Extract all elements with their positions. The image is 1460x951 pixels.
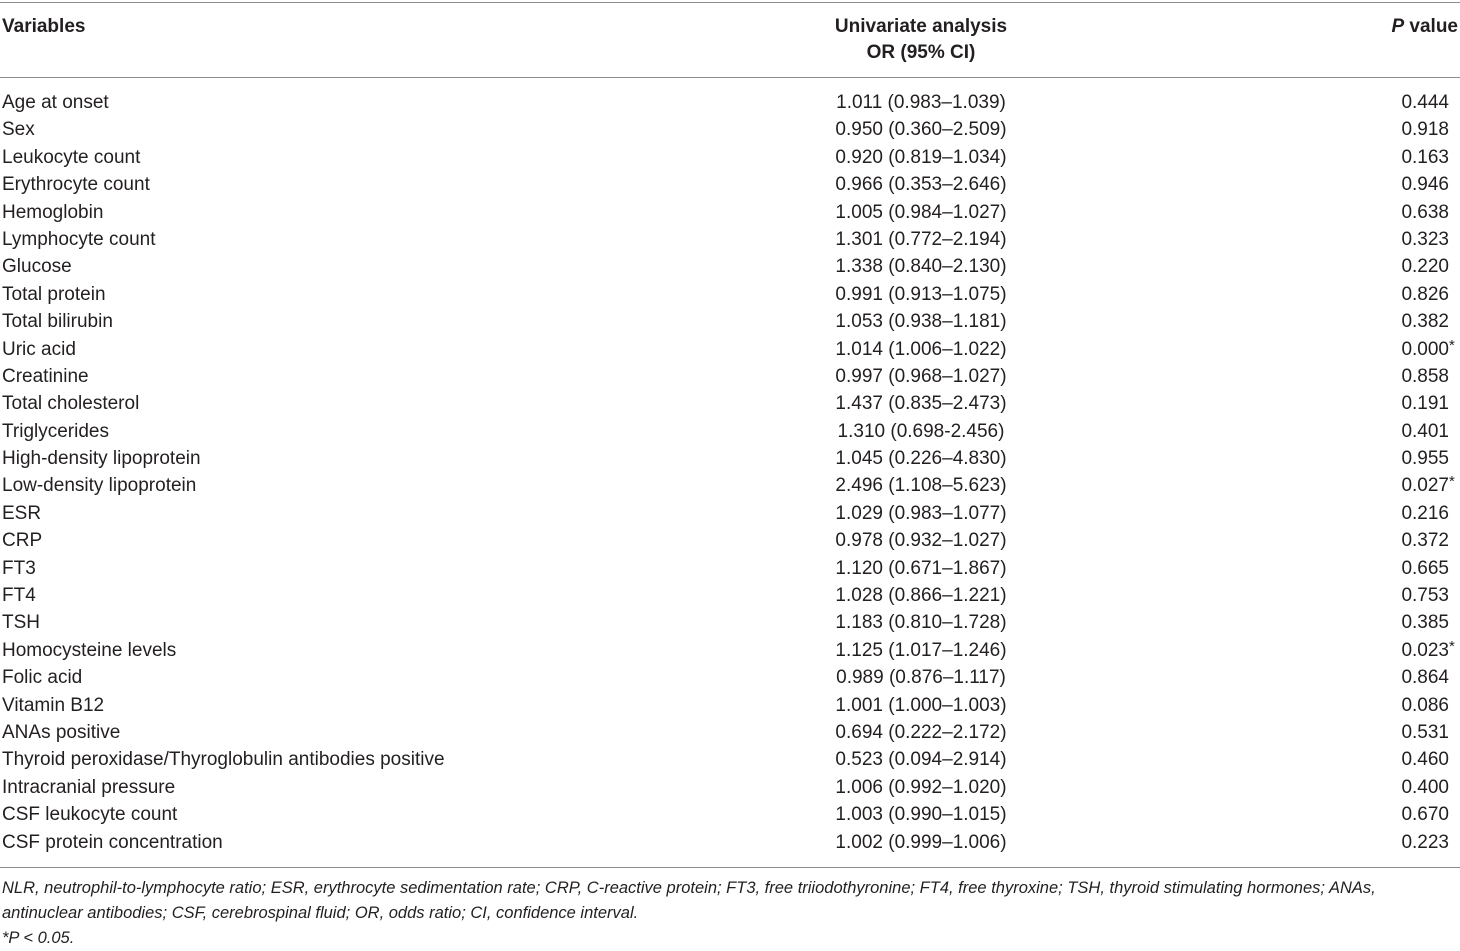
p-value-number: 0.531 bbox=[1401, 721, 1449, 743]
table-row bbox=[0, 746, 1460, 773]
cell-or-ci: 0.989 (0.876–1.117) bbox=[836, 667, 1006, 689]
cell-or-ci: 1.053 (0.938–1.181) bbox=[835, 311, 1007, 333]
p-value-number: 0.191 bbox=[1401, 393, 1449, 415]
p-value-number: 0.086 bbox=[1401, 694, 1449, 716]
cell-variable: Age at onset bbox=[2, 92, 109, 113]
cell-or-ci: 0.978 (0.932–1.027) bbox=[835, 530, 1007, 552]
cell-p-value bbox=[1401, 89, 1449, 116]
cell-p-value bbox=[1401, 336, 1455, 363]
table-top-rule bbox=[0, 2, 1460, 3]
cell-p-value bbox=[1401, 418, 1449, 445]
header-or bbox=[771, 14, 1071, 66]
cell-p-value bbox=[1401, 144, 1449, 171]
table-row bbox=[0, 527, 1460, 554]
p-value-number: 0.220 bbox=[1401, 256, 1449, 278]
p-value-number: 0.665 bbox=[1401, 557, 1449, 579]
cell-variable: Sex bbox=[2, 119, 35, 141]
p-value-number: 0.027 bbox=[1401, 475, 1449, 497]
p-value-number: 0.918 bbox=[1401, 119, 1449, 141]
cell-p-value bbox=[1401, 116, 1449, 143]
table-row bbox=[0, 308, 1460, 335]
table-row bbox=[0, 89, 1460, 116]
cell-p-value bbox=[1401, 171, 1449, 198]
header-variables: Variables bbox=[2, 16, 86, 37]
p-value-number: 0.444 bbox=[1401, 92, 1449, 113]
cell-p-value bbox=[1401, 582, 1449, 609]
cell-variable: ANAs positive bbox=[2, 721, 121, 743]
table-row bbox=[0, 116, 1460, 143]
cell-or-ci: 2.496 (1.108–5.623) bbox=[835, 475, 1007, 497]
cell-or-ci: 1.045 (0.226–4.830) bbox=[835, 448, 1007, 470]
cell-or-ci: 1.301 (0.772–2.194) bbox=[835, 228, 1007, 250]
table-row bbox=[0, 226, 1460, 253]
cell-or-ci: 1.011 (0.983–1.039) bbox=[836, 92, 1006, 113]
cell-or-ci: 1.310 (0.698-2.456) bbox=[837, 420, 1005, 442]
cell-p-value bbox=[1401, 199, 1449, 226]
p-value-number: 0.216 bbox=[1401, 502, 1449, 524]
cell-variable: Creatinine bbox=[2, 365, 89, 387]
cell-variable: FT3 bbox=[2, 557, 36, 579]
table-row bbox=[0, 445, 1460, 472]
table-row bbox=[0, 692, 1460, 719]
p-value-number: 0.401 bbox=[1401, 420, 1449, 442]
table-row bbox=[0, 719, 1460, 746]
header-p-value bbox=[1391, 14, 1458, 40]
cell-p-value bbox=[1401, 500, 1449, 527]
table-row bbox=[0, 664, 1460, 691]
cell-variable: Total cholesterol bbox=[2, 393, 140, 415]
table-row bbox=[0, 609, 1460, 636]
cell-p-value bbox=[1401, 637, 1455, 664]
cell-or-ci: 1.029 (0.983–1.077) bbox=[835, 502, 1007, 524]
cell-p-value bbox=[1401, 746, 1449, 773]
cell-variable: Intracranial pressure bbox=[2, 776, 176, 798]
header-or-line1: Univariate analysis bbox=[834, 16, 1008, 37]
cell-p-value bbox=[1401, 555, 1449, 582]
cell-variable: FT4 bbox=[2, 585, 36, 607]
cell-p-value bbox=[1401, 308, 1449, 335]
significance-star: * bbox=[1449, 473, 1455, 491]
table-row bbox=[0, 363, 1460, 390]
cell-p-value bbox=[1401, 527, 1449, 554]
table-header bbox=[0, 14, 1460, 74]
cell-p-value bbox=[1401, 226, 1449, 253]
table-row bbox=[0, 144, 1460, 171]
cell-or-ci: 1.014 (1.006–1.022) bbox=[835, 338, 1007, 360]
cell-p-value bbox=[1401, 363, 1449, 390]
p-value-number: 0.223 bbox=[1401, 831, 1449, 853]
p-value-number: 0.372 bbox=[1401, 530, 1449, 552]
footnote-significance: *P < 0.05. bbox=[2, 929, 75, 947]
cell-variable: Hemoglobin bbox=[2, 201, 104, 223]
table-header-rule bbox=[0, 77, 1460, 78]
table-row bbox=[0, 829, 1460, 856]
p-value-number: 0.946 bbox=[1401, 174, 1449, 196]
cell-p-value bbox=[1401, 774, 1449, 801]
table-row bbox=[0, 171, 1460, 198]
cell-or-ci: 1.437 (0.835–2.473) bbox=[835, 393, 1007, 415]
cell-variable: Lymphocyte count bbox=[2, 228, 156, 250]
cell-p-value bbox=[1401, 801, 1449, 828]
p-value-number: 0.382 bbox=[1401, 311, 1449, 333]
cell-p-value bbox=[1401, 692, 1449, 719]
cell-variable: High-density lipoprotein bbox=[2, 448, 201, 470]
cell-or-ci: 1.338 (0.840–2.130) bbox=[835, 256, 1007, 278]
cell-p-value bbox=[1401, 829, 1449, 856]
cell-variable: Total bilirubin bbox=[2, 311, 113, 333]
p-value-number: 0.385 bbox=[1401, 612, 1449, 634]
cell-p-value bbox=[1401, 719, 1449, 746]
table-row bbox=[0, 199, 1460, 226]
cell-p-value bbox=[1401, 253, 1449, 280]
cell-variable: Low-density lipoprotein bbox=[2, 475, 197, 497]
cell-or-ci: 1.005 (0.984–1.027) bbox=[835, 201, 1007, 223]
significance-star: * bbox=[1449, 336, 1455, 354]
cell-p-value bbox=[1401, 445, 1449, 472]
table-row bbox=[0, 500, 1460, 527]
cell-or-ci: 1.006 (0.992–1.020) bbox=[835, 776, 1007, 798]
cell-p-value bbox=[1401, 609, 1449, 636]
p-value-number: 0.323 bbox=[1401, 228, 1449, 250]
cell-or-ci: 1.001 (1.000–1.003) bbox=[835, 694, 1007, 716]
table-row bbox=[0, 336, 1460, 363]
p-value-number: 0.460 bbox=[1401, 749, 1449, 771]
cell-or-ci: 0.920 (0.819–1.034) bbox=[835, 146, 1007, 168]
p-value-number: 0.023 bbox=[1401, 639, 1449, 661]
cell-p-value bbox=[1401, 281, 1449, 308]
p-value-number: 0.826 bbox=[1401, 283, 1449, 305]
cell-variable: Total protein bbox=[2, 283, 106, 305]
cell-variable: CRP bbox=[2, 530, 43, 552]
p-value-number: 0.400 bbox=[1401, 776, 1449, 798]
cell-p-value bbox=[1401, 664, 1449, 691]
cell-or-ci: 1.120 (0.671–1.867) bbox=[835, 557, 1007, 579]
cell-variable: Leukocyte count bbox=[2, 146, 141, 168]
cell-or-ci: 0.991 (0.913–1.075) bbox=[835, 283, 1007, 305]
p-value-number: 0.163 bbox=[1401, 146, 1449, 168]
cell-or-ci: 1.125 (1.017–1.246) bbox=[835, 639, 1007, 661]
cell-or-ci: 0.694 (0.222–2.172) bbox=[835, 721, 1007, 743]
cell-variable: CSF protein concentration bbox=[2, 831, 223, 853]
p-value-number: 0.000 bbox=[1401, 338, 1449, 360]
cell-or-ci: 1.002 (0.999–1.006) bbox=[835, 831, 1007, 853]
cell-or-ci: 0.523 (0.094–2.914) bbox=[835, 749, 1007, 771]
table-row bbox=[0, 253, 1460, 280]
p-value-number: 0.955 bbox=[1401, 448, 1449, 470]
cell-variable: ESR bbox=[2, 502, 42, 524]
p-value-number: 0.864 bbox=[1401, 667, 1449, 689]
cell-variable: Glucose bbox=[2, 256, 72, 278]
header-or-line2: OR (95% CI) bbox=[866, 42, 976, 63]
table-footnote bbox=[2, 876, 1458, 951]
table-row bbox=[0, 774, 1460, 801]
header-p-rest: value bbox=[1409, 16, 1458, 37]
cell-p-value bbox=[1401, 472, 1455, 499]
table-row bbox=[0, 637, 1460, 664]
table-row bbox=[0, 418, 1460, 445]
table-row bbox=[0, 582, 1460, 609]
table-row bbox=[0, 390, 1460, 417]
cell-variable: TSH bbox=[2, 612, 40, 634]
table-row bbox=[0, 472, 1460, 499]
cell-or-ci: 1.003 (0.990–1.015) bbox=[835, 804, 1007, 826]
cell-or-ci: 0.966 (0.353–2.646) bbox=[835, 174, 1007, 196]
table-body bbox=[0, 89, 1460, 856]
table-row bbox=[0, 801, 1460, 828]
p-value-number: 0.753 bbox=[1401, 585, 1449, 607]
cell-variable: Thyroid peroxidase/Thyroglobulin antibodies positive bbox=[2, 749, 445, 771]
p-value-number: 0.638 bbox=[1401, 201, 1449, 223]
footnote-abbreviations: NLR, neutrophil-to-lymphocyte ratio; ESR, erythrocyte sedimentation rate; CRP, C-reactive protein; FT3, free triiodothyronine; FT4, free thyroxine; TSH, thyroid stimulating hormones; ANAs, antinuclear antibodies; CSF, cerebrospinal fluid; OR, odds ratio; CI, confidence interval. bbox=[2, 879, 1376, 922]
table-bottom-rule bbox=[0, 867, 1460, 868]
cell-or-ci: 1.183 (0.810–1.728) bbox=[835, 612, 1007, 634]
cell-variable: Triglycerides bbox=[2, 420, 109, 442]
cell-or-ci: 1.028 (0.866–1.221) bbox=[835, 585, 1007, 607]
cell-variable: CSF leukocyte count bbox=[2, 804, 178, 826]
p-value-number: 0.858 bbox=[1401, 365, 1449, 387]
cell-variable: Uric acid bbox=[2, 338, 76, 360]
cell-variable: Homocysteine levels bbox=[2, 639, 177, 661]
cell-p-value bbox=[1401, 390, 1449, 417]
cell-or-ci: 0.997 (0.968–1.027) bbox=[835, 365, 1007, 387]
p-value-number: 0.670 bbox=[1401, 804, 1449, 826]
significance-star: * bbox=[1449, 637, 1455, 655]
table-row bbox=[0, 281, 1460, 308]
table-row bbox=[0, 555, 1460, 582]
cell-variable: Erythrocyte count bbox=[2, 174, 150, 196]
cell-variable: Folic acid bbox=[2, 667, 83, 689]
cell-variable: Vitamin B12 bbox=[2, 694, 105, 716]
cell-or-ci: 0.950 (0.360–2.509) bbox=[835, 119, 1007, 141]
header-p-italic: P bbox=[1391, 16, 1405, 37]
